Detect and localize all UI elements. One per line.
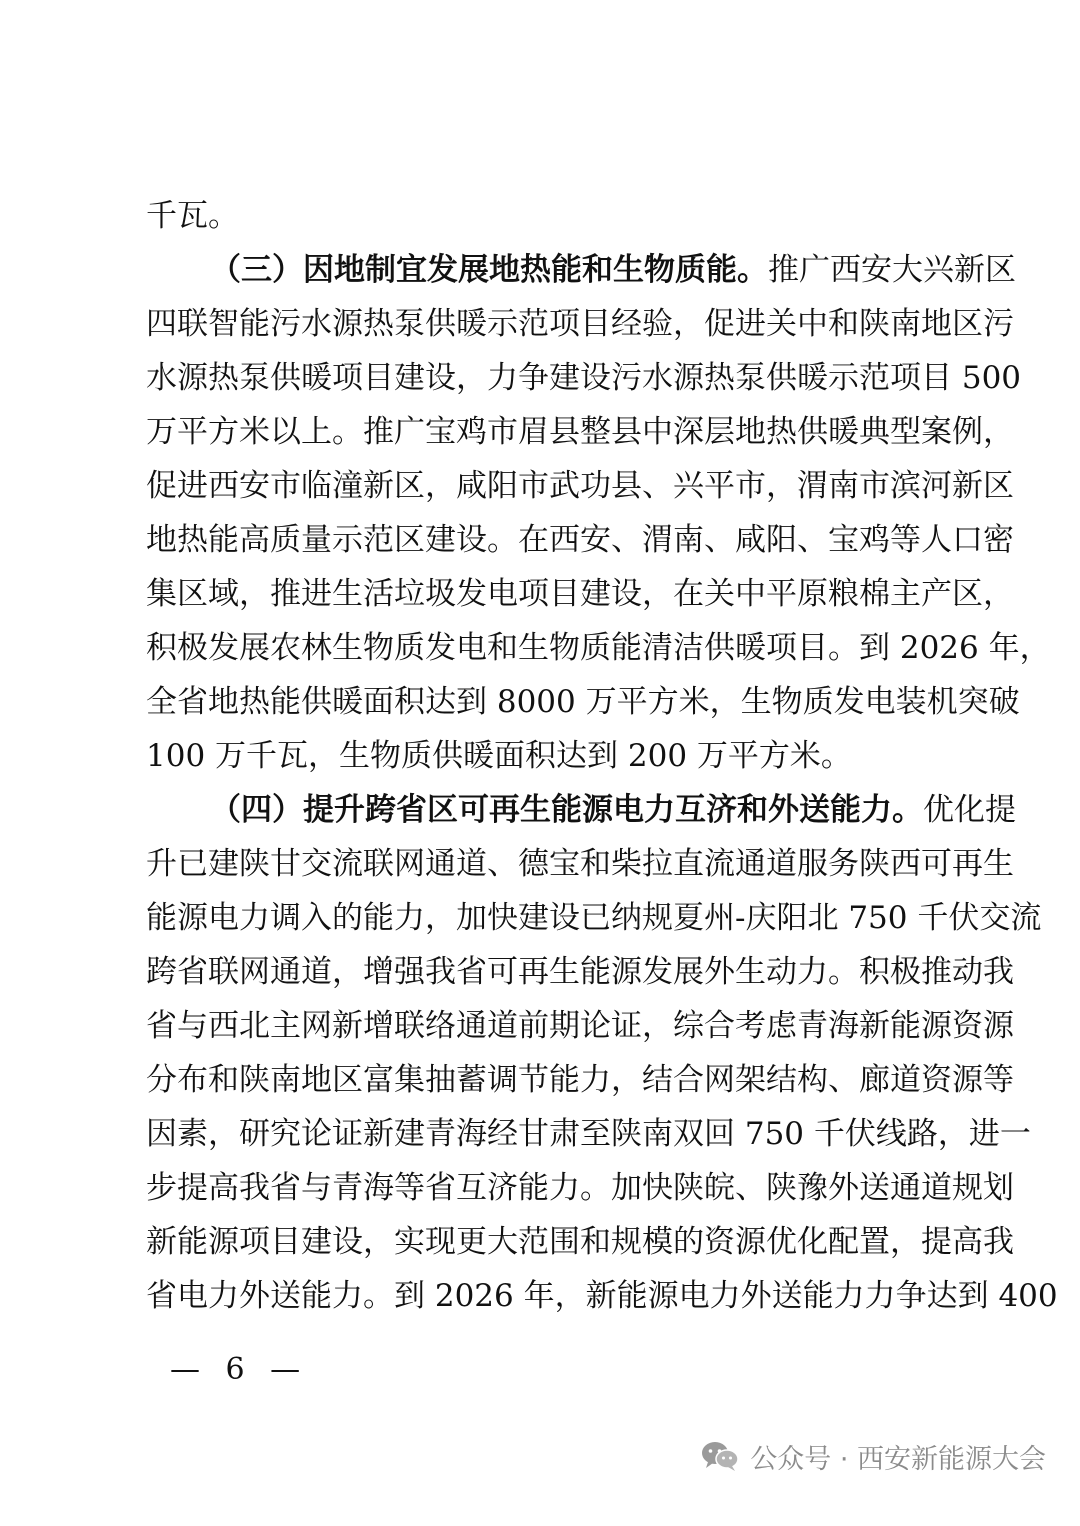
text-line-20: 新能源项目建设，实现更大范围和规模的资源优化配置，提高我 bbox=[146, 1224, 1014, 1260]
text-line-6: 促进西安市临潼新区，咸阳市武功县、兴平市，渭南市滨河新区 bbox=[146, 468, 1014, 504]
text-line-1: 千瓦。 bbox=[146, 198, 239, 234]
text-line-8: 集区域，推进生活垃圾发电项目建设，在关中平原粮棉主产区， bbox=[146, 576, 1014, 612]
text-line-17: 分布和陕南地区富集抽蓄调节能力，结合网架结构、廊道资源等 bbox=[146, 1062, 1014, 1098]
text-line-9: 积极发展农林生物质发电和生物质能清洁供暖项目。到 2026 年， bbox=[146, 630, 1051, 666]
section-3-first-line bbox=[210, 250, 1016, 290]
wechat-logo-icon bbox=[700, 1439, 740, 1473]
watermark-text: 公众号 · 西安新能源大会 bbox=[750, 1443, 1046, 1475]
text-line-10: 全省地热能供暖面积达到 8000 万平方米，生物质发电装机突破 bbox=[146, 684, 1020, 720]
section-3-heading: （三）因地制宜发展地热能和生物质能。 bbox=[210, 252, 768, 288]
text-line-18: 因素，研究论证新建青海经甘肃至陕南双回 750 千伏线路，进一 bbox=[146, 1116, 1031, 1152]
text-line-5: 万平方米以上。推广宝鸡市眉县整县中深层地热供暖典型案例， bbox=[146, 414, 1014, 450]
text-line-19: 步提高我省与青海等省互济能力。加快陕皖、陕豫外送通道规划 bbox=[146, 1170, 1014, 1206]
text-line-15: 跨省联网通道，增强我省可再生能源发展外生动力。积极推动我 bbox=[146, 954, 1014, 990]
section-4-first-line bbox=[210, 790, 1016, 830]
text-line-16: 省与西北主网新增联络通道前期论证，综合考虑青海新能源资源 bbox=[146, 1008, 1014, 1044]
text-line-7: 地热能高质量示范区建设。在西安、渭南、咸阳、宝鸡等人口密 bbox=[146, 522, 1014, 558]
text-line-21: 省电力外送能力。到 2026 年，新能源电力外送能力力争达到 400 bbox=[146, 1278, 1058, 1314]
text-line-14: 能源电力调入的能力，加快建设已纳规夏州-庆阳北 750 千伏交流 bbox=[146, 900, 1042, 936]
text-line-3: 四联智能污水源热泵供暖示范项目经验，促进关中和陕南地区污 bbox=[146, 306, 1014, 342]
text-line-4: 水源热泵供暖项目建设，力争建设污水源热泵供暖示范项目 500 bbox=[146, 360, 1022, 396]
page-number: — 6 — bbox=[170, 1352, 309, 1387]
text-line-13: 升已建陕甘交流联网通道、德宝和柴拉直流通道服务陕西可再生 bbox=[146, 846, 1014, 882]
section-3-lead-text: 推广西安大兴新区 bbox=[768, 252, 1016, 288]
section-4-lead-text: 优化提 bbox=[923, 792, 1016, 828]
text-line-11: 100 万千瓦，生物质供暖面积达到 200 万平方米。 bbox=[146, 738, 852, 774]
section-4-heading: （四）提升跨省区可再生能源电力互济和外送能力。 bbox=[210, 792, 923, 828]
wechat-watermark bbox=[700, 1434, 1046, 1478]
